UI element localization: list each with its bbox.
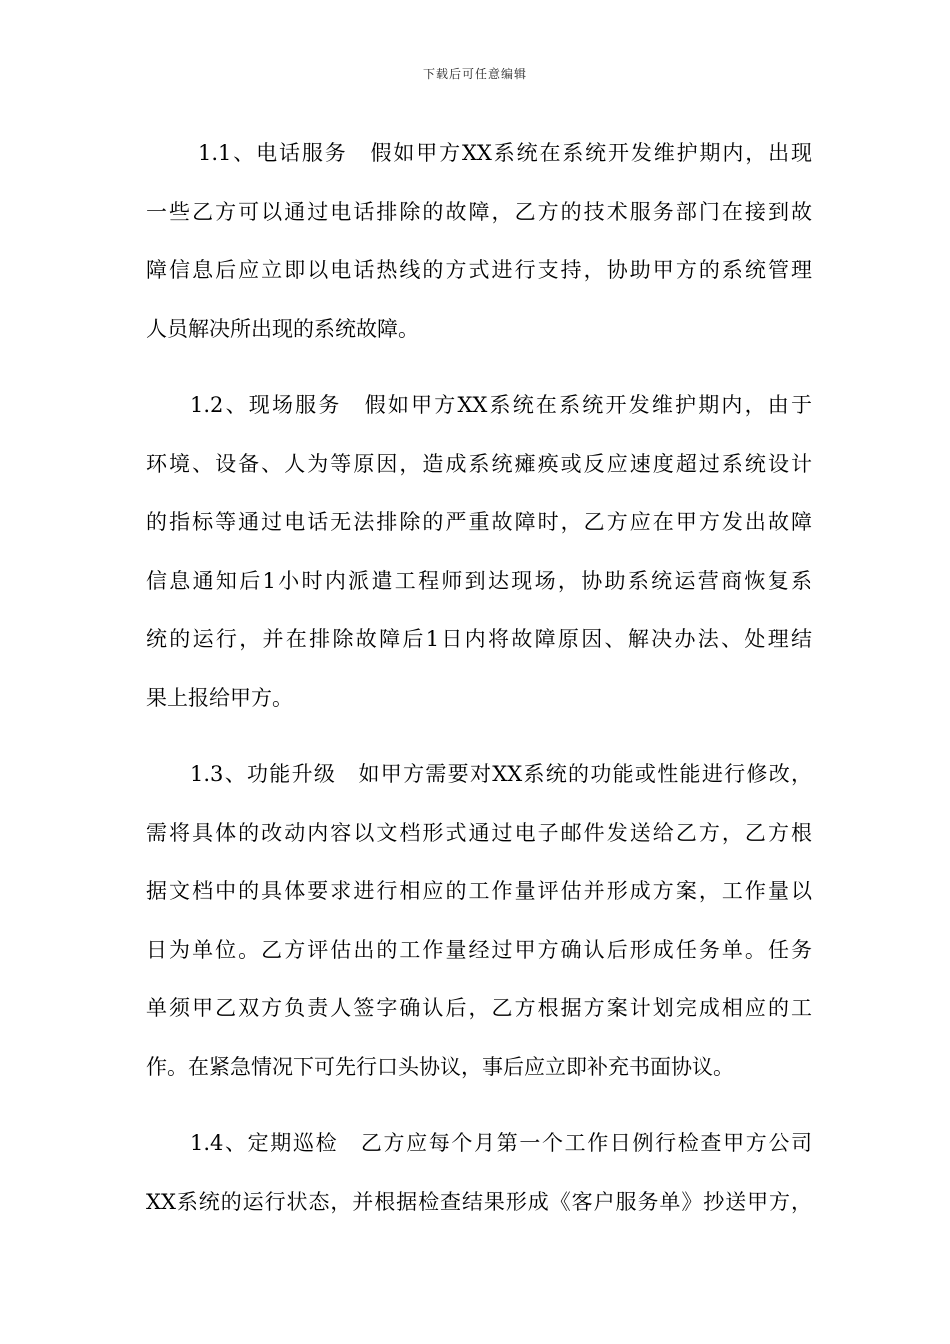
paragraph-line: 日为单位。乙方评估出的工作量经过甲方确认后形成任务单。任务 [146, 937, 812, 962]
document-body [146, 131, 812, 1256]
paragraph-onsite-service [146, 383, 812, 734]
page-header: 下载后可任意编辑 [422, 67, 527, 81]
paragraph-line: 1.2、现场服务 假如甲方XX系统在系统开发维护期内，由于 [190, 393, 812, 417]
paragraph-line: 统的运行，并在排除故障后1日内将故障原因、解决办法、处理结 [146, 627, 812, 651]
paragraph-line: 一些乙方可以通过电话排除的故障，乙方的技术服务部门在接到故 [146, 199, 812, 224]
paragraph-line: 人员解决所出现的系统故障。 [146, 316, 419, 341]
paragraph-phone-service [146, 131, 812, 365]
paragraph-line: 1.3、功能升级 如甲方需要对XX系统的功能或性能进行修改， [190, 762, 812, 786]
paragraph-line: 的指标等通过电话无法排除的严重故障时，乙方应在甲方发出故障 [146, 510, 812, 534]
paragraph-line: 作。在紧急情况下可先行口头协议，事后应立即补充书面协议。 [146, 1054, 734, 1079]
paragraph-line: 环境、设备、人为等原因，造成系统瘫痪或反应速度超过系统设计 [146, 451, 812, 476]
paragraph-line: 1.1、电话服务 假如甲方XX系统在系统开发维护期内，出现 [198, 141, 812, 165]
paragraph-line: 1.4、定期巡检 乙方应每个月第一个工作日例行检查甲方公司 [190, 1131, 812, 1155]
paragraph-function-upgrade [146, 752, 812, 1103]
paragraph-line: XX系统的运行状态，并根据检查结果形成《客户服务单》抄送甲方， [146, 1189, 812, 1214]
paragraph-line: 据文档中的具体要求进行相应的工作量评估并形成方案，工作量以 [146, 879, 812, 903]
paragraph-line: 障信息后应立即以电话热线的方式进行支持，协助甲方的系统管理 [146, 258, 812, 282]
paragraph-line: 单须甲乙双方负责人签字确认后，乙方根据方案计划完成相应的工 [146, 996, 812, 1020]
paragraph-line: 信息通知后1小时内派遣工程师到达现场，协助系统运营商恢复系 [146, 568, 812, 593]
paragraph-line: 需将具体的改动内容以文档形式通过电子邮件发送给乙方，乙方根 [146, 820, 812, 845]
paragraph-line: 果上报给甲方。 [146, 685, 293, 710]
paragraph-regular-inspection [146, 1121, 812, 1238]
